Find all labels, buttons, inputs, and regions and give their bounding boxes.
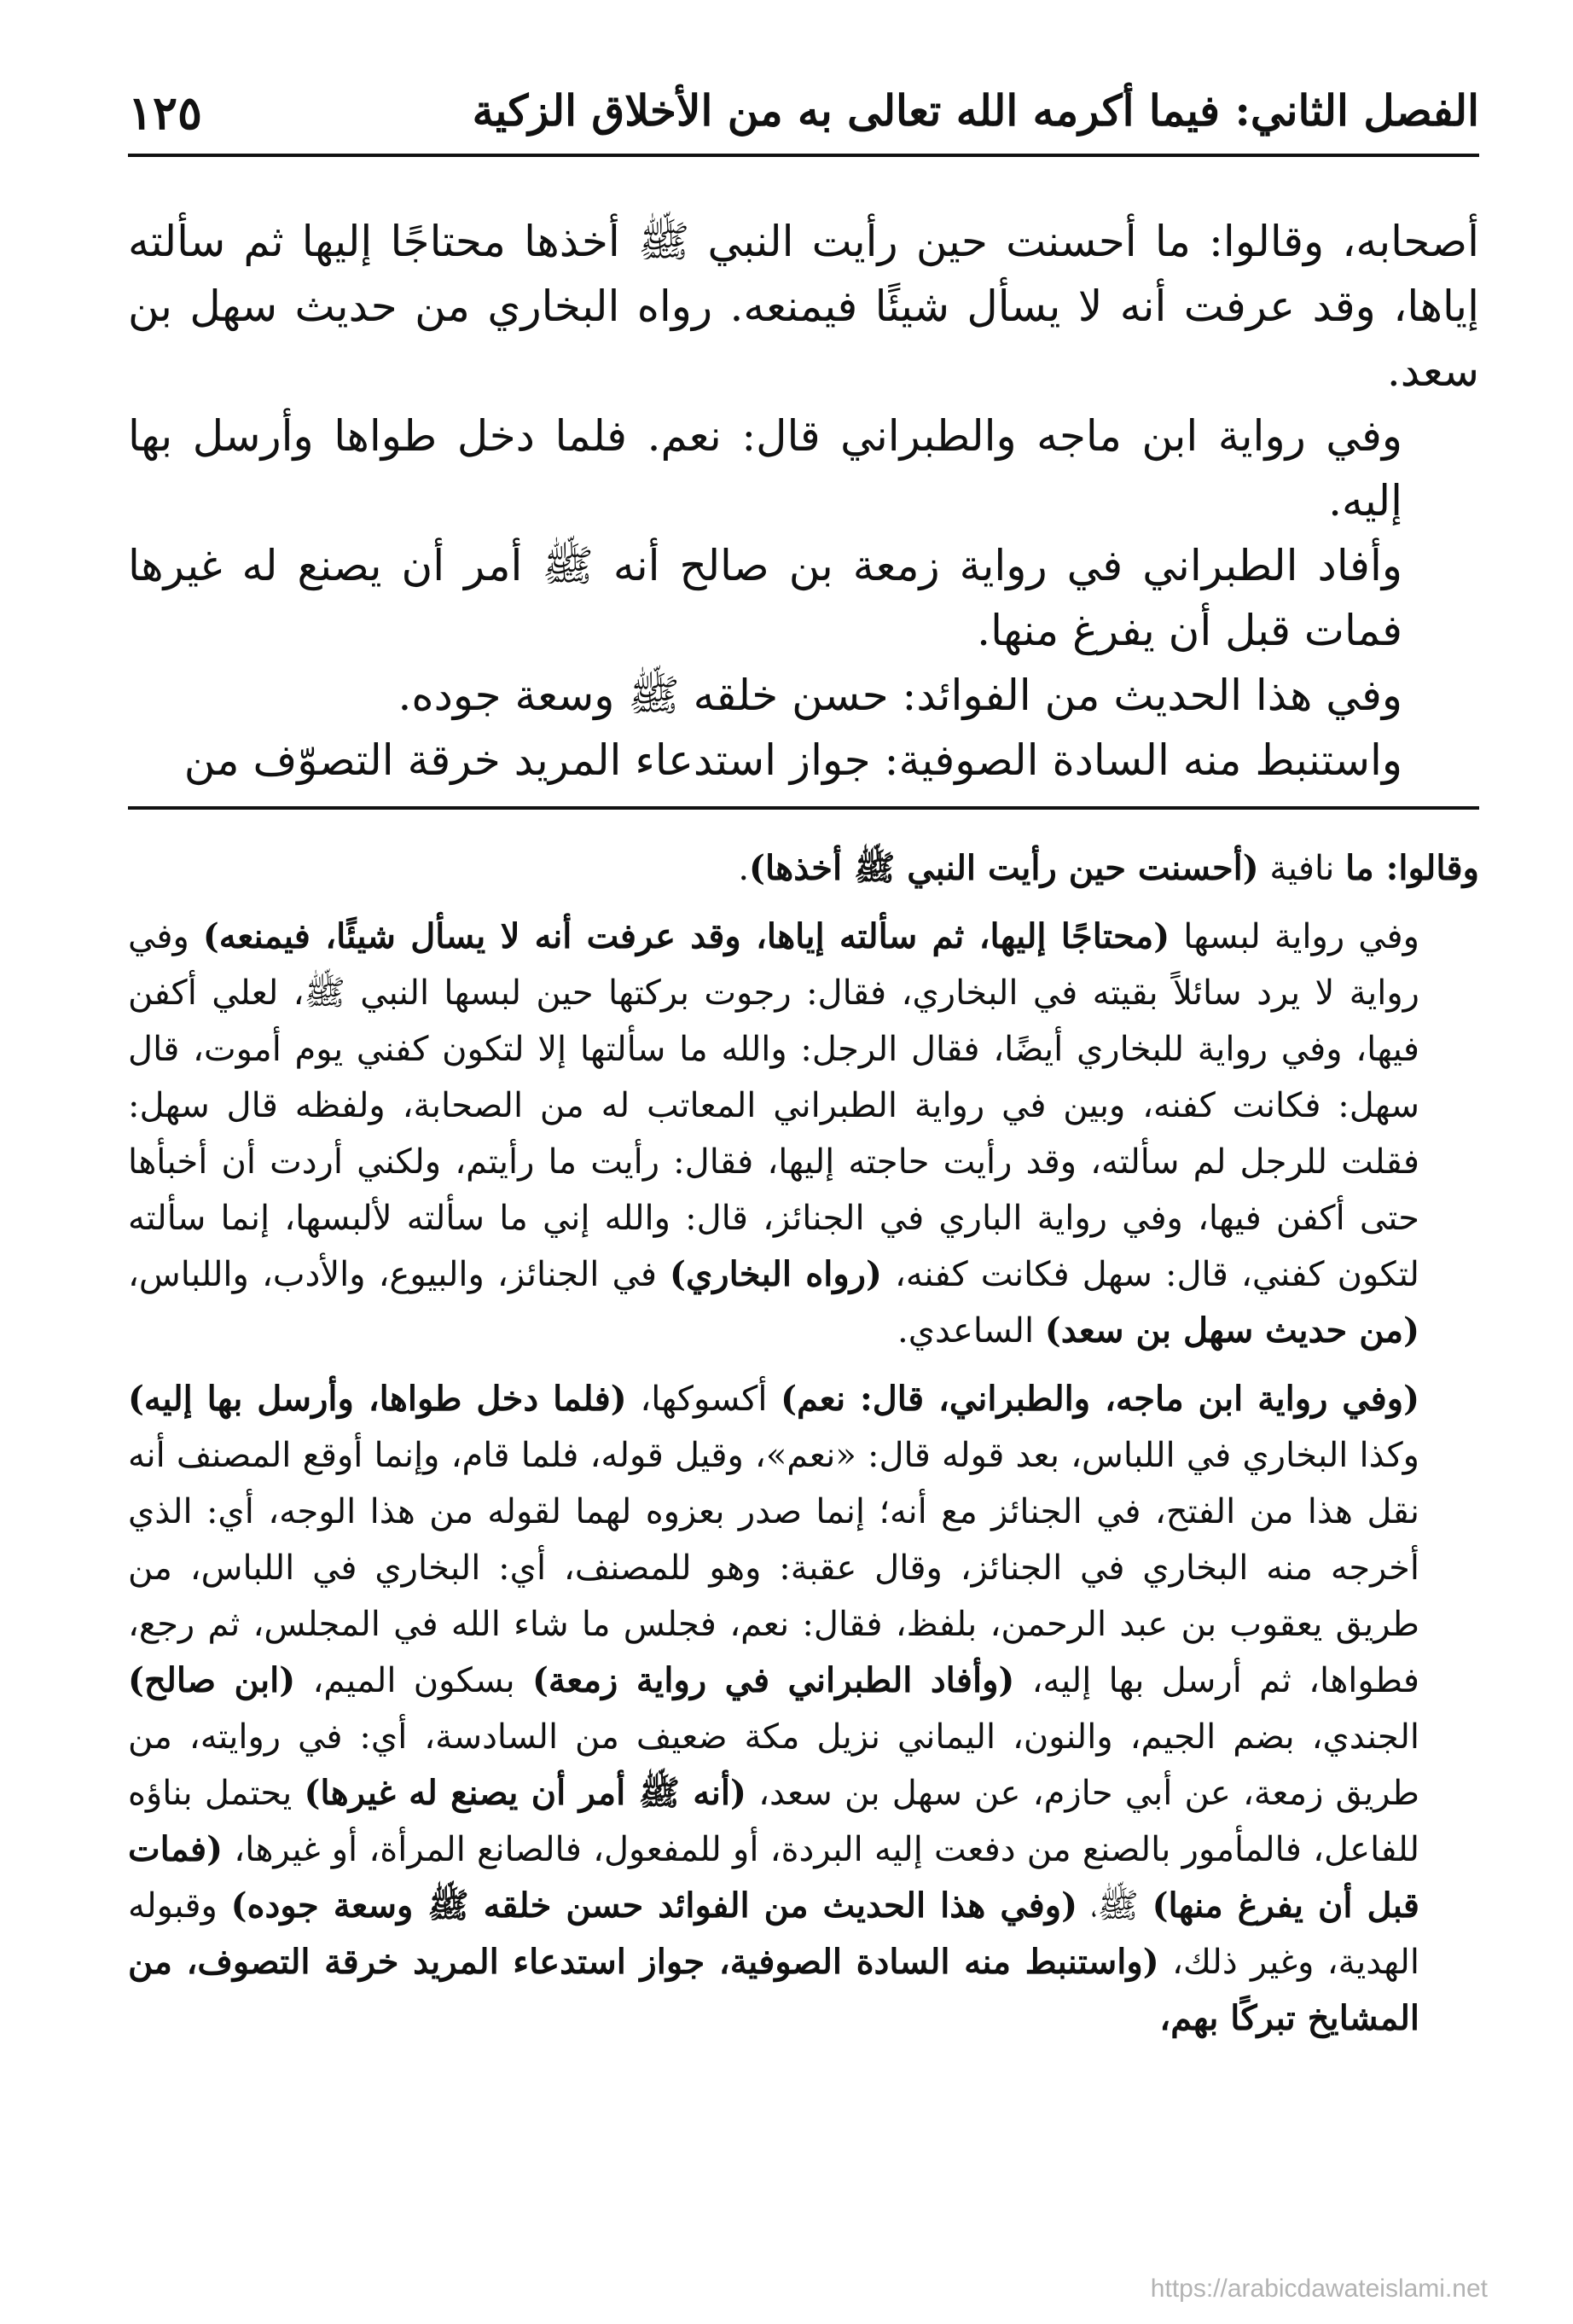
commentary-text-run: بسكون الميم، (295, 1661, 532, 1700)
quoted-text: (ابن صالح) (128, 1660, 296, 1700)
commentary-text-run: أكسوكها، (626, 1380, 781, 1419)
commentary-text-run: وفي رواية لا يرد سائلاً بقيته في البخاري، فقال: رجوت بركتها حين لبسها النبي ﷺ، لعلي أكفن فيها، وفي رواية للبخاري أيضًا، فقال الرجل: والله ما سألتها إلا لتكون كفني يوم أموت، قال سهل: فكانت كفنه، وبين في رواية الطبراني المعاتب له من الصحابة، ولفظه قال سهل: فقلت للرجل لم سألته، وقد رأيت حاجته إليها، فقال: رأيت ما رأيتم، ولكني أردت أن أخبأها حتى أكفن فيها، وفي رواية الباري في الجنائز، قال: والله إني ما سألته لألبسها، إنما سألته لتكون كفني، قال: سهل فكانت كفنه، (128, 917, 1419, 1294)
commentary-paragraph (128, 1371, 1479, 2047)
chapter-title: الفصل الثاني: فيما أكرمه الله تعالى به من الأخلاق الزكية (472, 85, 1479, 136)
quoted-text: وقالوا: ما (1345, 848, 1479, 888)
commentary-paragraph (128, 909, 1479, 1359)
source-watermark: https://arabicdawateislami.net (1150, 2275, 1488, 2303)
main-paragraph: أصحابه، وقالوا: ما أحسنت حين رأيت النبي ﷺ أخذها محتاجًا إليها ثم سألته إياها، وقد عرفت أنه لا يسأل شيئًا فيمنعه. رواه البخاري من حديث سهل بن سعد. (128, 217, 1479, 396)
commentary-text-run: نافية (1258, 849, 1346, 888)
page-number: ١٢٥ (128, 85, 203, 140)
quoted-text: (أنه ﷺ أمر أن يصنع له غيرها) (304, 1773, 746, 1813)
quoted-text: (واستنبط منه السادة الصوفية، جواز استدعاء المريد خرقة التصوف، من المشايخ تبركًا بهم، (128, 1942, 1419, 2038)
main-paragraph: واستنبط منه السادة الصوفية: جواز استدعاء المريد خرقة التصوّف من (183, 735, 1402, 785)
commentary-text-run: الساعدي. (897, 1311, 1045, 1351)
main-paragraph: وفي رواية ابن ماجه والطبراني قال: نعم. فلما دخل طواها وأرسل بها إليه. (128, 411, 1402, 526)
commentary-text-run: الجندي، بضم الجيم، والنون، اليماني نزيل مكة ضعيف من السادسة، أي: في روايته، من طريق زمعة، عن أبي حازم، عن سهل بن سعد، (128, 1717, 1419, 1813)
commentary-text-run: يحتمل بناؤه للفاعل، فالمأمور بالصنع من دفعت إليه البردة، أو للمفعول، فالصانع المرأة، أو غيرها، (128, 1774, 1419, 1869)
quoted-text: (وفي رواية ابن ماجه، والطبراني، قال: نعم) (781, 1379, 1420, 1419)
quoted-text: (فمات قبل أن يفرغ منها) (128, 1829, 1420, 1926)
commentary-text (128, 840, 1479, 2047)
commentary-text-run: في الجنائز، والبيوع، والأدب، واللباس، (128, 1255, 670, 1294)
main-paragraph: وفي هذا الحديث من الفوائد: حسن خلقه ﷺ وسعة جوده. (398, 671, 1402, 720)
quoted-text: (أحسنت حين رأيت النبي ﷺ أخذها) (749, 848, 1259, 888)
quoted-text: (فلما دخل طواها، وأرسل بها إليه) (128, 1379, 627, 1419)
quoted-text: (محتاجًا إليها، ثم سألته إياها، وقد عرفت أنه لا يسأل شيئًا، فيمنعه) (202, 916, 1170, 956)
quoted-text: (رواه البخاري) (670, 1254, 882, 1294)
page-header (128, 85, 1479, 145)
document-page (128, 0, 1479, 2324)
quoted-text: (من حديث سهل بن سعد) (1044, 1310, 1419, 1351)
commentary-text-run: ﷺ، (1077, 1886, 1152, 1926)
commentary-text-run: وفي رواية لبسها (1170, 917, 1419, 956)
commentary-paragraph (128, 840, 1479, 897)
quoted-text: (وأفاد الطبراني في رواية زمعة) (531, 1660, 1015, 1700)
commentary-text-run: وكذا البخاري في اللباس، بعد قوله قال: «نعم»، وقيل قوله، فلما قام، وإنما أوقع المصنف أنه نقل هذا من الفتح، في الجنائز مع أنه؛ إنما صدر بعزوه لهما لقوله من هذا الوجه، أي: الذي أخرجه منه البخاري في الجنائز، وقال عقبة: وهو للمصنف، أي: البخاري في اللباس، من طريق يعقوب بن عبد الرحمن، بلفظ، فقال: نعم، فجلس ما شاء الله في المجلس، ثم رجع، فطواها، ثم أرسل بها إليه، (128, 1436, 1419, 1700)
commentary-text-run: . (738, 849, 750, 888)
quoted-text: (وفي هذا الحديث من الفوائد حسن خلقه ﷺ وسعة جوده) (230, 1885, 1078, 1926)
main-paragraph: وأفاد الطبراني في رواية زمعة بن صالح أنه ﷺ أمر أن يصنع له غيرها فمات قبل أن يفرغ منها. (128, 541, 1402, 655)
commentary-text-run: وقبوله الهدية، وغير ذلك، (128, 1886, 1419, 1982)
commentary-divider (128, 806, 1479, 810)
main-text (128, 209, 1479, 793)
header-divider (128, 154, 1479, 157)
